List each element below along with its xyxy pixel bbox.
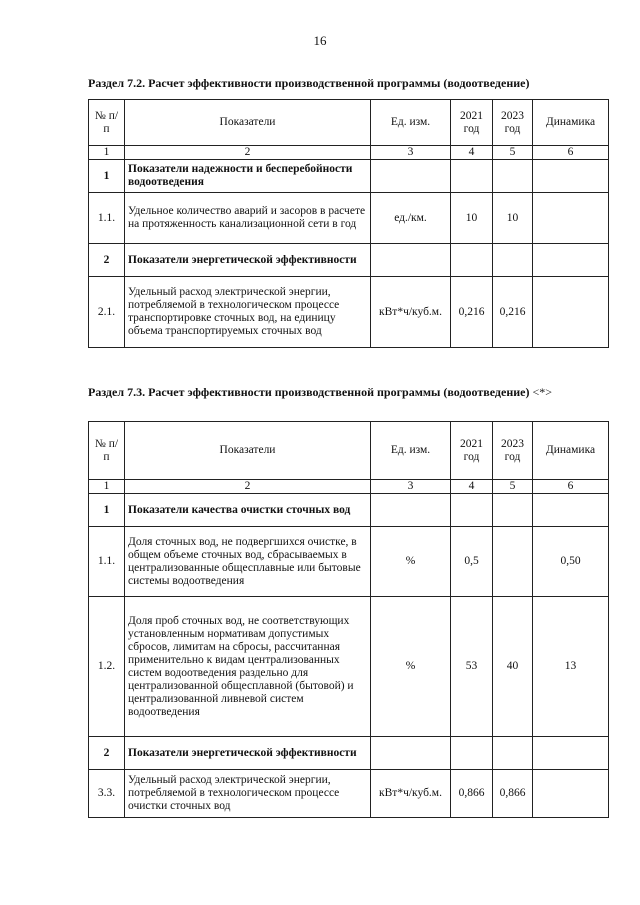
value-2021: 0,216	[451, 277, 493, 348]
header-indicator: Показатели	[125, 100, 371, 146]
page-number: 16	[313, 33, 327, 48]
header-dynamics: Динамика	[533, 422, 609, 480]
column-number-row	[89, 480, 609, 494]
unit-cell: кВт*ч/куб.м.	[371, 770, 451, 818]
indicator-name: Доля сточных вод, не подвергшихся очистке, в общем объеме сточных вод, сбрасываемых в централизованные общесплавные или бытовые системы водоотведения	[125, 527, 371, 597]
column-number: 6	[533, 480, 609, 494]
empty-cell	[493, 160, 533, 193]
empty-cell	[451, 737, 493, 770]
indicator-name: Удельное количество аварий и засоров в расчете на протяженность канализационной сети в год	[125, 193, 371, 244]
group-row	[89, 494, 609, 527]
column-number: 5	[493, 146, 533, 160]
group-number: 2	[89, 737, 125, 770]
empty-cell	[371, 244, 451, 277]
group-name: Показатели энергетической эффективности	[125, 737, 371, 770]
column-number: 3	[371, 480, 451, 494]
column-number: 4	[451, 146, 493, 160]
empty-cell	[493, 494, 533, 527]
row-number: 1.2.	[89, 597, 125, 737]
column-number: 3	[371, 146, 451, 160]
header-year-2021: 2021 год	[451, 100, 493, 146]
header-year-2021: 2021 год	[451, 422, 493, 480]
table-row	[89, 770, 609, 818]
row-number: 1.1.	[89, 193, 125, 244]
header-row	[89, 100, 609, 146]
row-number: 2.1.	[89, 277, 125, 348]
value-2021: 0,866	[451, 770, 493, 818]
empty-cell	[493, 244, 533, 277]
empty-cell	[533, 737, 609, 770]
table-row	[89, 193, 609, 244]
value-dynamics	[533, 277, 609, 348]
column-number: 2	[125, 480, 371, 494]
column-number: 4	[451, 480, 493, 494]
header-num: № п/п	[89, 422, 125, 480]
empty-cell	[451, 494, 493, 527]
column-number-row	[89, 146, 609, 160]
column-number: 6	[533, 146, 609, 160]
empty-cell	[533, 494, 609, 527]
empty-cell	[533, 244, 609, 277]
header-row	[89, 422, 609, 480]
section-title	[88, 385, 608, 400]
row-number: 1.1.	[89, 527, 125, 597]
group-name: Показатели качества очистки сточных вод	[125, 494, 371, 527]
empty-cell	[371, 160, 451, 193]
empty-cell	[371, 494, 451, 527]
unit-cell: %	[371, 527, 451, 597]
value-2021: 0,5	[451, 527, 493, 597]
value-2023	[493, 527, 533, 597]
value-dynamics	[533, 770, 609, 818]
value-dynamics: 13	[533, 597, 609, 737]
value-2023: 40	[493, 597, 533, 737]
column-number: 1	[89, 480, 125, 494]
value-dynamics	[533, 193, 609, 244]
group-name: Показатели надежности и бесперебойности водоотведения	[125, 160, 371, 193]
group-number: 2	[89, 244, 125, 277]
indicator-name: Удельный расход электрической энергии, потребляемой в технологическом процессе транспортировке сточных вод, на единицу объема транспортируемых сточных вод	[125, 277, 371, 348]
section-title	[88, 76, 608, 91]
section-title-text: Раздел 7.3. Расчет эффективности производственной программы (водоотведение)	[88, 385, 530, 399]
indicators-table	[88, 99, 609, 348]
group-number: 1	[89, 494, 125, 527]
group-row	[89, 160, 609, 193]
unit-cell: %	[371, 597, 451, 737]
column-number: 2	[125, 146, 371, 160]
indicators-table	[88, 421, 609, 818]
section-title-suffix: <*>	[529, 385, 553, 399]
value-2023: 10	[493, 193, 533, 244]
empty-cell	[493, 737, 533, 770]
unit-cell: кВт*ч/куб.м.	[371, 277, 451, 348]
value-dynamics: 0,50	[533, 527, 609, 597]
table-row	[89, 597, 609, 737]
header-unit: Ед. изм.	[371, 422, 451, 480]
value-2023: 0,866	[493, 770, 533, 818]
value-2021: 53	[451, 597, 493, 737]
empty-cell	[451, 244, 493, 277]
empty-cell	[533, 160, 609, 193]
group-row	[89, 244, 609, 277]
empty-cell	[371, 737, 451, 770]
row-number: 3.3.	[89, 770, 125, 818]
value-2023: 0,216	[493, 277, 533, 348]
header-year-2023: 2023 год	[493, 100, 533, 146]
group-row	[89, 737, 609, 770]
header-dynamics: Динамика	[533, 100, 609, 146]
header-indicator: Показатели	[125, 422, 371, 480]
column-number: 1	[89, 146, 125, 160]
table-row	[89, 277, 609, 348]
value-2021: 10	[451, 193, 493, 244]
unit-cell: ед./км.	[371, 193, 451, 244]
column-number: 5	[493, 480, 533, 494]
header-unit: Ед. изм.	[371, 100, 451, 146]
header-num: № п/п	[89, 100, 125, 146]
group-number: 1	[89, 160, 125, 193]
group-name: Показатели энергетической эффективности	[125, 244, 371, 277]
empty-cell	[451, 160, 493, 193]
header-year-2023: 2023 год	[493, 422, 533, 480]
section-title-text: Раздел 7.2. Расчет эффективности производственной программы (водоотведение)	[88, 76, 530, 90]
table-row	[89, 527, 609, 597]
indicator-name: Удельный расход электрической энергии, потребляемой в технологическом процессе очистки сточных вод	[125, 770, 371, 818]
indicator-name: Доля проб сточных вод, не соответствующих установленным нормативам допустимых сбросов, лимитам на сбросы, рассчитанная применительно к видам централизованных систем водоотведения раздельно для централизованной общесплавной (бытовой) и централизованной ливневой систем водоотведения	[125, 597, 371, 737]
